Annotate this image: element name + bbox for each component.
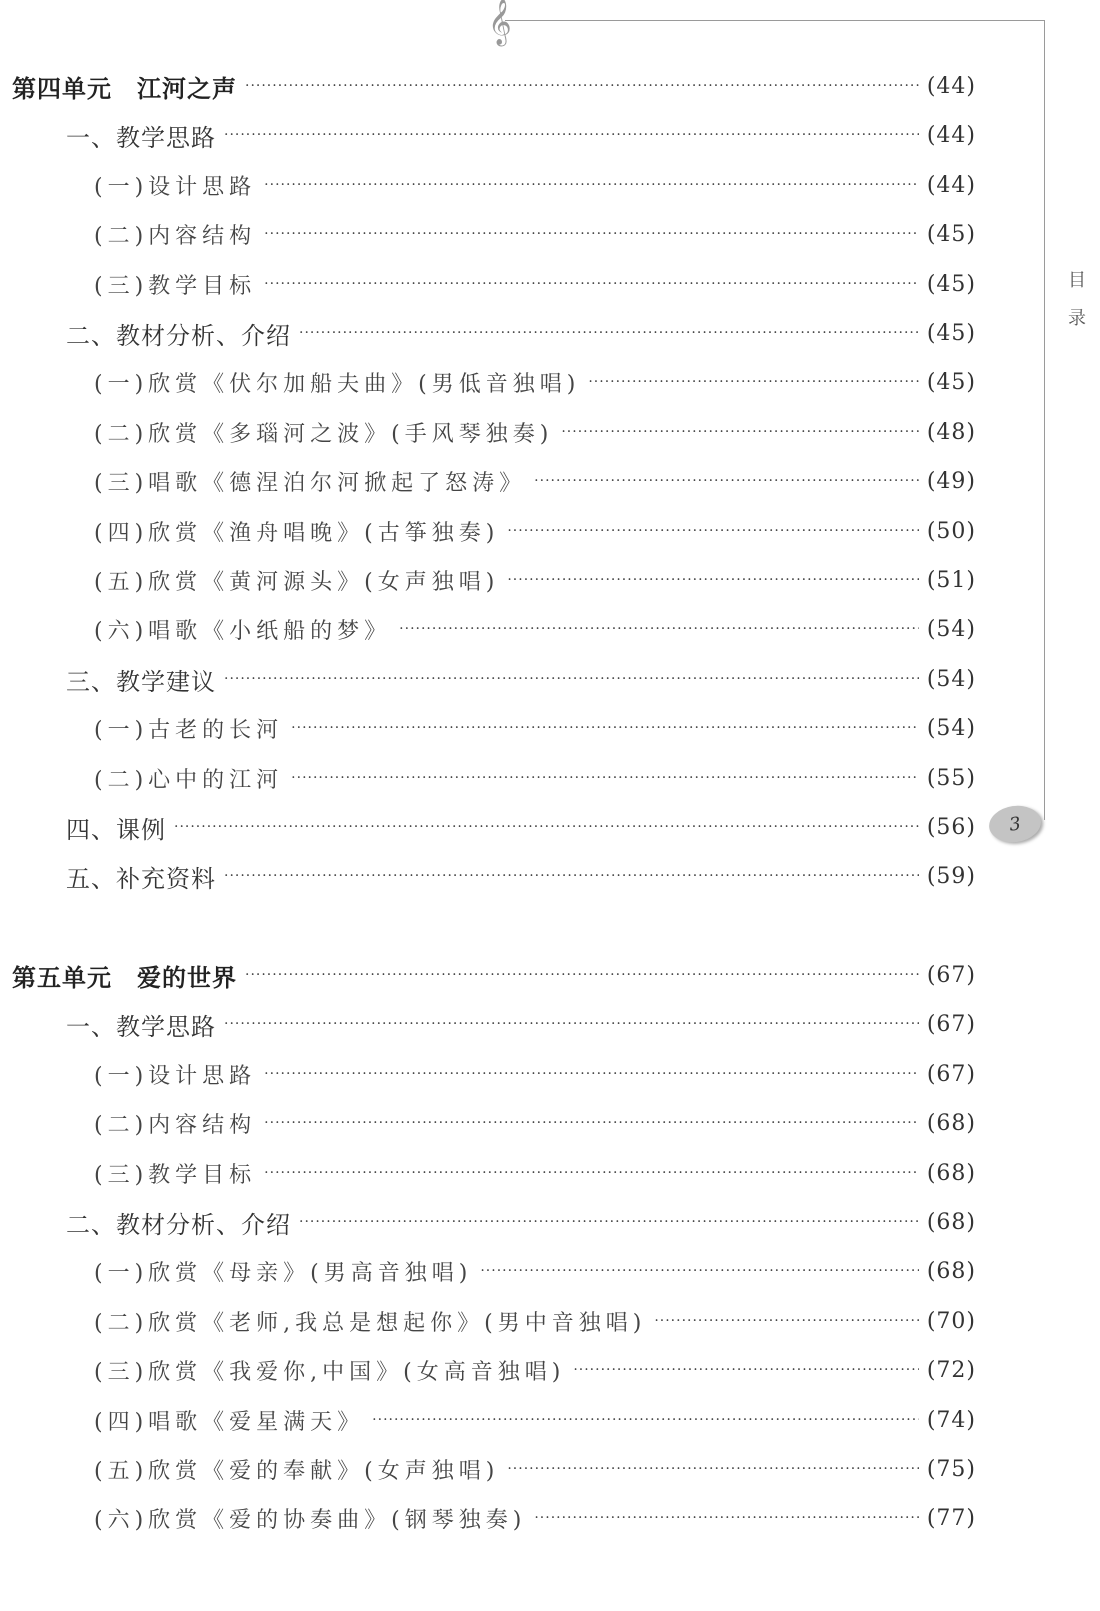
toc-entry-page: (45): [926, 369, 976, 395]
toc-leader-dots: [534, 473, 919, 489]
toc-entry-title: (二)心中的江河: [94, 767, 284, 793]
toc-entry-page: (45): [926, 271, 976, 297]
toc-entry-title: (六)欣赏《爱的协奏曲》(钢琴独奏): [94, 1507, 527, 1533]
toc-entry-page: (67): [926, 962, 976, 988]
toc-entry-title: 一、教学思路: [66, 123, 216, 152]
toc-leader-dots: [224, 868, 919, 884]
toc-entry[interactable]: [0, 1202, 976, 1242]
toc-entry-page: (74): [926, 1407, 976, 1433]
toc-entry-page: (70): [926, 1308, 976, 1334]
toc-entry[interactable]: [0, 1400, 976, 1440]
toc-entry-title: (二)内容结构: [94, 1112, 257, 1138]
toc-entry[interactable]: [0, 313, 976, 353]
toc-entry[interactable]: [0, 362, 976, 402]
toc-leader-dots: [561, 424, 918, 440]
frame-top-line: [505, 20, 1045, 21]
toc-entry-page: (44): [926, 172, 976, 198]
toc-entry-title: (一)欣赏《母亲》(男高音独唱): [94, 1260, 473, 1286]
toc-entry[interactable]: [0, 264, 976, 304]
toc-entry-title: 二、教材分析、介绍: [66, 1210, 291, 1239]
toc-entry[interactable]: [0, 1004, 976, 1044]
toc-entry-page: (51): [926, 567, 976, 593]
page-number-badge: [987, 803, 1044, 846]
toc-leader-dots: [245, 78, 919, 94]
toc-leader-dots: [372, 1412, 919, 1428]
toc-leader-dots: [534, 1510, 918, 1526]
toc-entry[interactable]: [0, 856, 976, 896]
toc-entry[interactable]: [0, 1498, 976, 1538]
toc-leader-dots: [264, 177, 919, 193]
toc-leader-dots: [224, 127, 919, 143]
toc-entry[interactable]: [0, 1449, 976, 1489]
toc-entry-page: (72): [926, 1357, 976, 1383]
toc-leader-dots: [264, 276, 919, 292]
toc-leader-dots: [291, 770, 919, 786]
toc-leader-dots: [480, 1263, 918, 1279]
toc-entry[interactable]: [0, 708, 976, 748]
toc-entry-title: (三)教学目标: [94, 1162, 257, 1188]
toc-leader-dots: [654, 1313, 919, 1329]
toc-entry-title: (一)欣赏《伏尔加船夫曲》(男低音独唱): [94, 371, 581, 397]
toc-entry-page: (67): [926, 1011, 976, 1037]
toc-entry-title: 四、课例: [66, 815, 166, 844]
toc-entry-title: (四)欣赏《渔舟唱晚》(古筝独奏): [94, 520, 500, 546]
toc-entry-title: (五)欣赏《爱的奉献》(女声独唱): [94, 1458, 500, 1484]
toc-entry-page: (68): [926, 1209, 976, 1235]
side-section-label: [1065, 262, 1089, 338]
toc-leader-dots: [224, 1016, 919, 1032]
toc-entry-page: (75): [926, 1456, 976, 1482]
toc-entry[interactable]: [0, 214, 976, 254]
toc-entry-page: (68): [926, 1110, 976, 1136]
toc-entry-title: (四)唱歌《爱星满天》: [94, 1409, 365, 1435]
toc-entry-page: (77): [926, 1505, 976, 1531]
toc-leader-dots: [224, 671, 919, 687]
toc-entry[interactable]: [0, 412, 976, 452]
toc-entry-page: (48): [926, 419, 976, 445]
toc-entry-page: (45): [926, 320, 976, 346]
toc-entry[interactable]: [0, 609, 976, 649]
toc-entry[interactable]: [0, 1153, 976, 1193]
toc-entry[interactable]: [0, 807, 976, 847]
toc-entry-page: (59): [926, 863, 976, 889]
toc-leader-dots: [588, 374, 918, 390]
toc-unit-entry[interactable]: [0, 66, 976, 106]
toc-entry-title: (三)唱歌《德涅泊尔河掀起了怒涛》: [94, 470, 527, 496]
toc-entry-page: (54): [926, 715, 976, 741]
toc-entry-title: (二)欣赏《老师,我总是想起你》(男中音独唱): [94, 1310, 647, 1336]
toc-entry-page: (49): [926, 468, 976, 494]
toc-entry[interactable]: [0, 165, 976, 205]
toc-entry-title: (二)内容结构: [94, 223, 257, 249]
toc-entry[interactable]: [0, 1301, 976, 1341]
toc-entry[interactable]: [0, 1103, 976, 1143]
toc-entry-page: (55): [926, 765, 976, 791]
side-label-char: 录: [1068, 308, 1086, 329]
toc-leader-dots: [264, 1165, 919, 1181]
toc-entry-title: (五)欣赏《黄河源头》(女声独唱): [94, 569, 500, 595]
toc-entry[interactable]: [0, 1251, 976, 1291]
toc-entry-page: (54): [926, 666, 976, 692]
toc-entry-title: 第五单元 爱的世界: [12, 963, 237, 992]
toc-entry[interactable]: [0, 560, 976, 600]
toc-entry[interactable]: [0, 461, 976, 501]
side-label-char: 目: [1068, 270, 1086, 291]
toc-unit-entry[interactable]: [0, 955, 976, 995]
treble-clef-icon: 𝄞: [488, 0, 512, 45]
toc-leader-dots: [245, 967, 919, 983]
toc-leader-dots: [264, 1066, 919, 1082]
page-number: 3: [1007, 812, 1023, 836]
toc-entry-title: (一)设计思路: [94, 1063, 257, 1089]
toc-entry-title: 二、教材分析、介绍: [66, 321, 291, 350]
toc-leader-dots: [507, 523, 918, 539]
toc-leader-dots: [299, 1214, 919, 1230]
toc-entry-page: (67): [926, 1061, 976, 1087]
toc-leader-dots: [299, 325, 919, 341]
frame-right-line: [1044, 20, 1045, 820]
toc-entry-page: (68): [926, 1258, 976, 1284]
toc-entry-title: 一、教学思路: [66, 1012, 216, 1041]
toc-entry-title: 三、教学建议: [66, 667, 216, 696]
toc-leader-dots: [573, 1362, 919, 1378]
toc-entry-title: 五、补充资料: [66, 864, 216, 893]
toc-leader-dots: [507, 572, 918, 588]
toc-entry-page: (44): [926, 122, 976, 148]
toc-leader-dots: [399, 621, 919, 637]
toc-entry-title: (三)教学目标: [94, 273, 257, 299]
toc-entry-title: (一)古老的长河: [94, 717, 284, 743]
toc-entry-title: (六)唱歌《小纸船的梦》: [94, 618, 392, 644]
toc-entry[interactable]: [0, 1350, 976, 1390]
toc-entry[interactable]: [0, 511, 976, 551]
toc-entry[interactable]: [0, 1054, 976, 1094]
toc-entry-page: (44): [926, 73, 976, 99]
toc-entry-title: (一)设计思路: [94, 174, 257, 200]
toc-leader-dots: [264, 226, 919, 242]
toc-entry-title: (二)欣赏《多瑙河之波》(手风琴独奏): [94, 421, 554, 447]
toc-entry-title: 第四单元 江河之声: [12, 74, 237, 103]
toc-entry-page: (45): [926, 221, 976, 247]
toc-entry-title: (三)欣赏《我爱你,中国》(女高音独唱): [94, 1359, 566, 1385]
toc-entry[interactable]: [0, 115, 976, 155]
toc-leader-dots: [291, 720, 919, 736]
toc-entry-page: (50): [926, 518, 976, 544]
toc-entry-page: (68): [926, 1160, 976, 1186]
toc-leader-dots: [507, 1461, 918, 1477]
toc-entry-page: (56): [926, 814, 976, 840]
toc-leader-dots: [174, 819, 919, 835]
toc-entry[interactable]: [0, 758, 976, 798]
toc-leader-dots: [264, 1115, 919, 1131]
toc-entry-page: (54): [926, 616, 976, 642]
toc-entry[interactable]: [0, 659, 976, 699]
